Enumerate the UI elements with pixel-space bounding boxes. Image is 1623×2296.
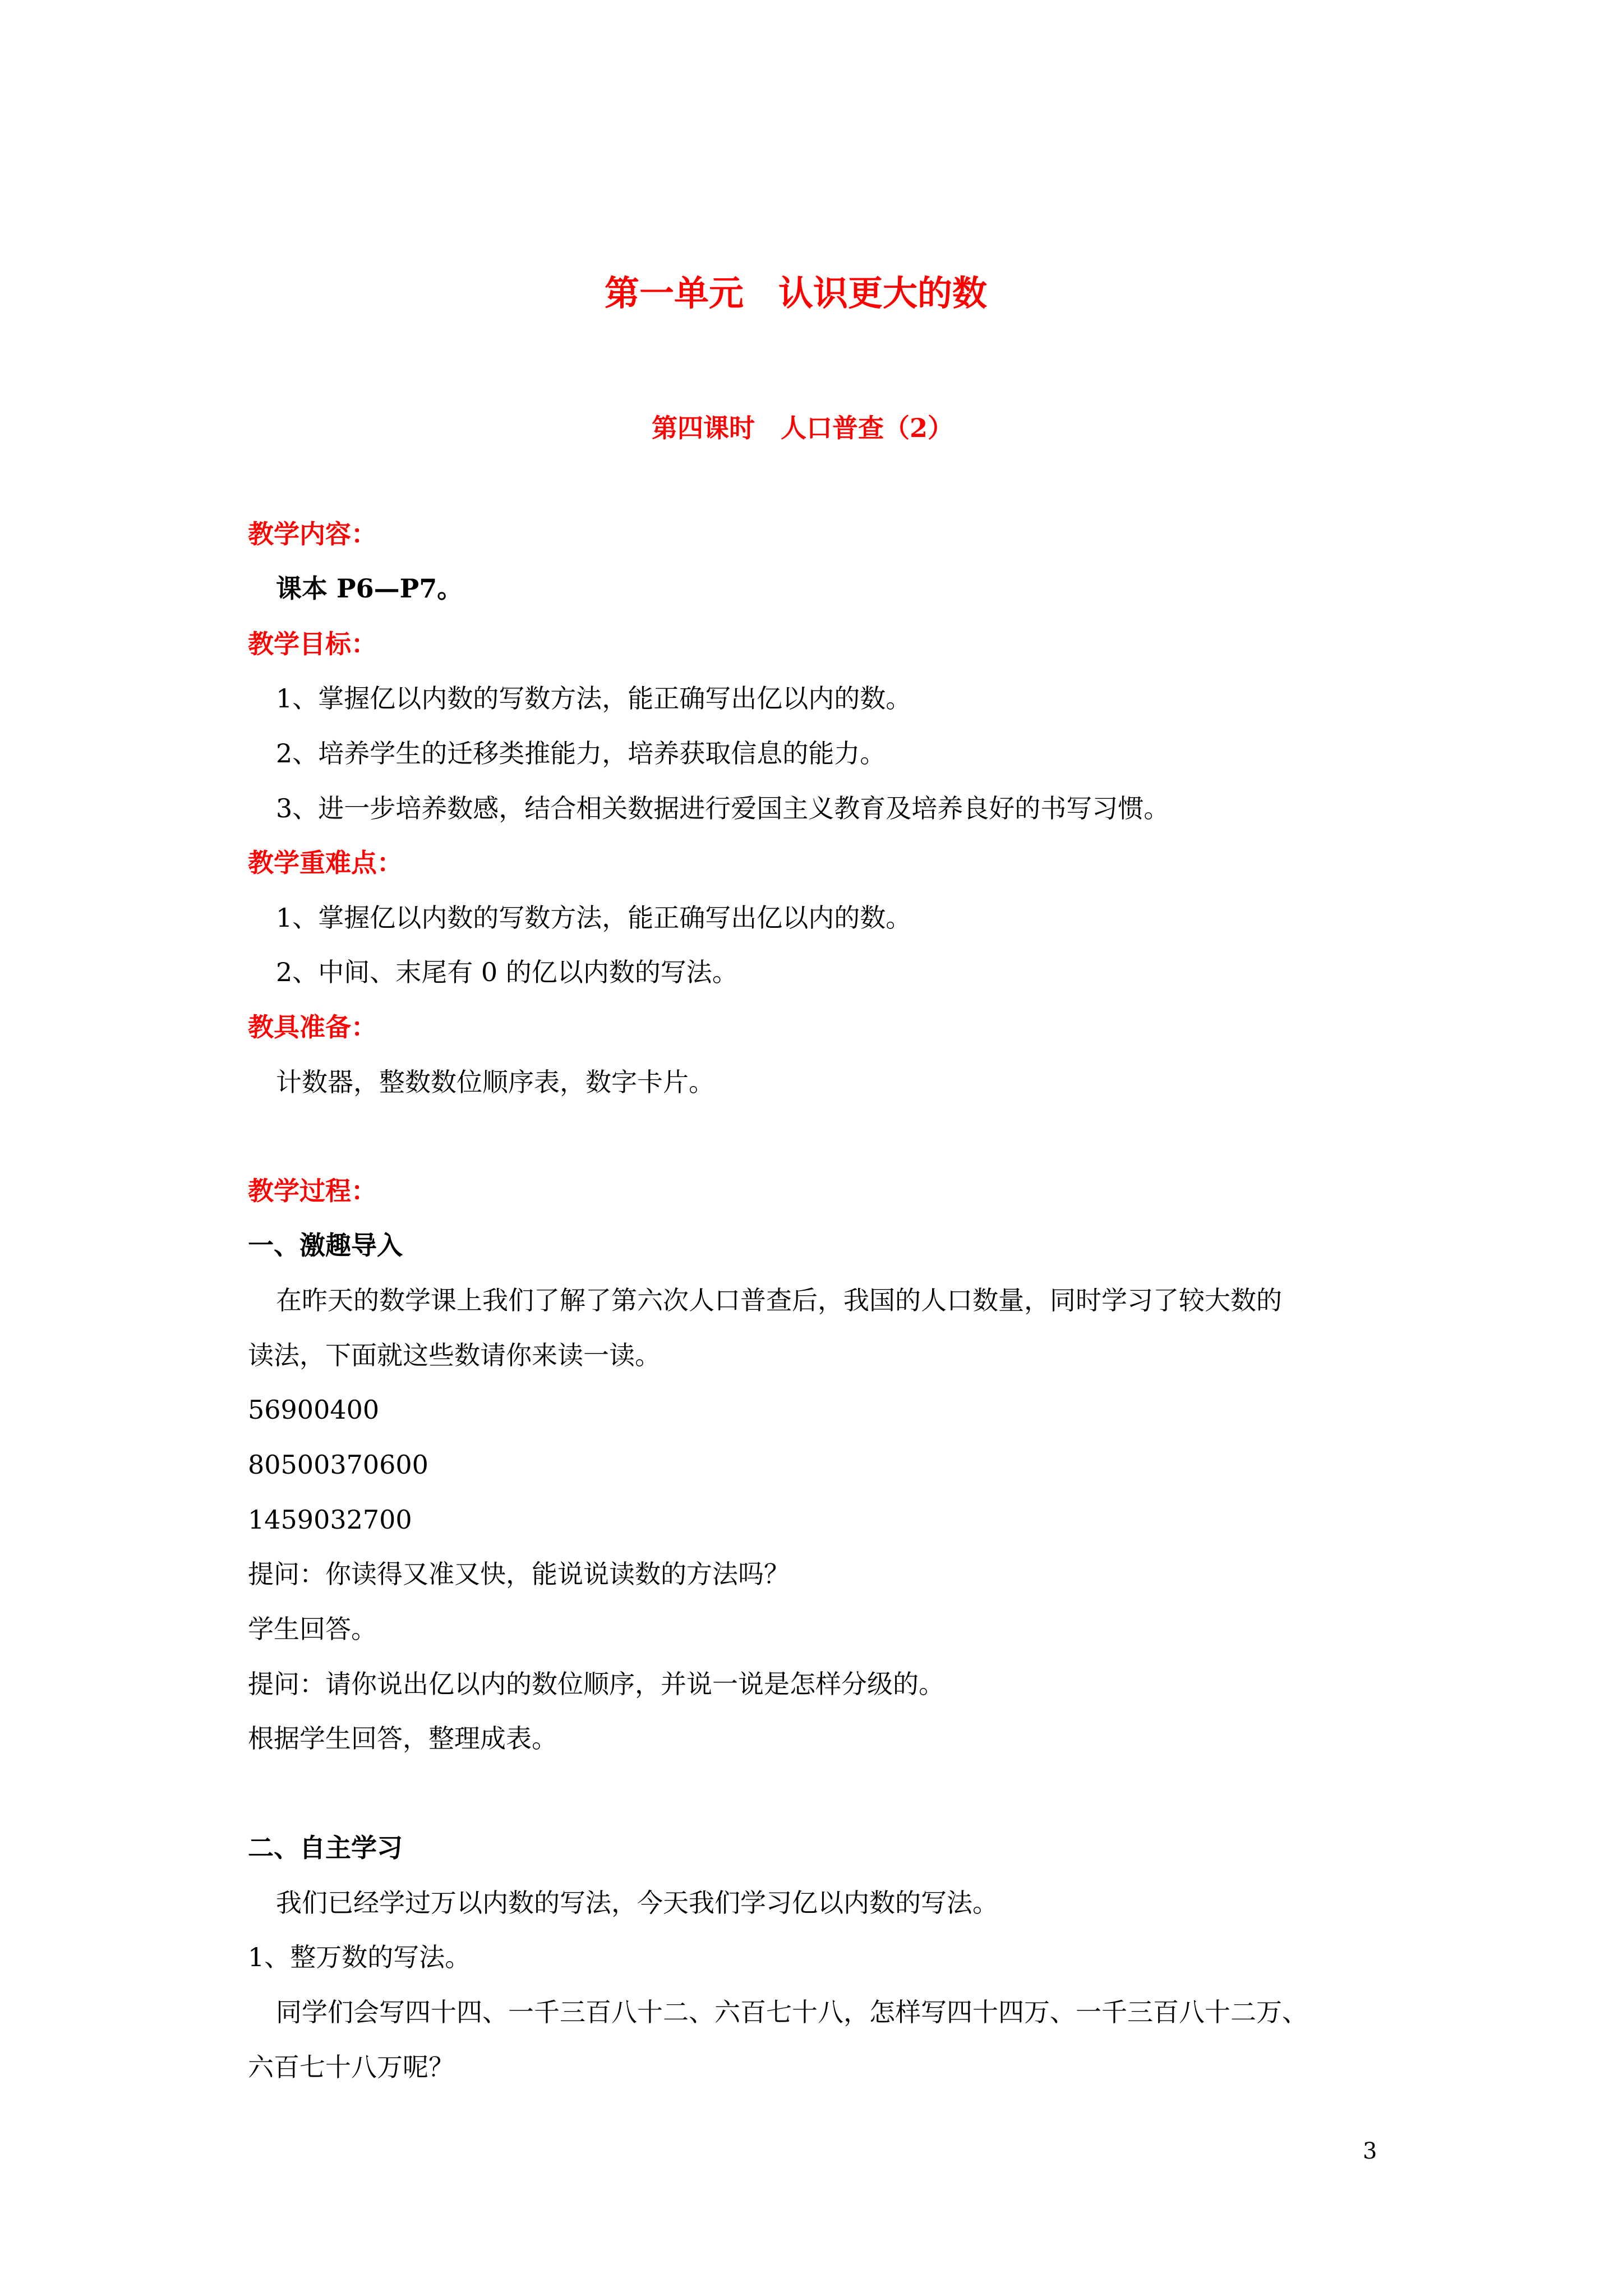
paragraph-line: 在昨天的数学课上我们了解了第六次人口普查后，我国的人口数量，同时学习了较大数的 xyxy=(276,1285,1282,1315)
process-heading: 教学过程： xyxy=(248,1176,377,1206)
part2-heading: 二、自主学习 xyxy=(248,1833,403,1863)
tools-heading: 教具准备： xyxy=(248,1012,377,1042)
answer-line: 学生回答。 xyxy=(248,1614,377,1644)
part1-heading: 一、激趣导入 xyxy=(248,1230,403,1260)
paragraph-line: 六百七十八万呢？ xyxy=(248,2052,454,2082)
tools-text: 计数器，整数数位顺序表，数字卡片。 xyxy=(276,1067,714,1097)
number-example: 1459032700 xyxy=(248,1504,412,1535)
content-text: 课本 P6—P7。 xyxy=(276,573,463,604)
goals-heading: 教学目标： xyxy=(248,629,377,659)
goal-item: 1、掌握亿以内数的写数方法，能正确写出亿以内的数。 xyxy=(276,683,912,714)
content-heading: 教学内容： xyxy=(248,519,377,549)
key-point-item: 1、掌握亿以内数的写数方法，能正确写出亿以内的数。 xyxy=(276,903,912,933)
list-item: 1、整万数的写法。 xyxy=(248,1942,471,1972)
instruction-line: 根据学生回答，整理成表。 xyxy=(248,1723,557,1754)
goal-item: 3、进一步培养数感，结合相关数据进行爱国主义教育及培养良好的书写习惯。 xyxy=(276,793,1170,823)
key-point-item: 2、中间、末尾有 0 的亿以内数的写法。 xyxy=(276,957,738,987)
question-line: 提问：请你说出亿以内的数位顺序，并说一说是怎样分级的。 xyxy=(248,1669,944,1699)
document-title: 第一单元 认识更大的数 xyxy=(605,273,988,314)
number-example: 80500370600 xyxy=(248,1450,428,1480)
page-number: 3 xyxy=(1363,2138,1377,2164)
number-example: 56900400 xyxy=(248,1395,380,1425)
goal-item: 2、培养学生的迁移类推能力，培养获取信息的能力。 xyxy=(276,738,886,769)
paragraph-line: 读法，下面就这些数请你来读一读。 xyxy=(248,1340,661,1370)
lesson-subtitle: 第四课时 人口普查（2） xyxy=(652,413,954,443)
paragraph-line: 同学们会写四十四、一千三百八十二、六百七十八，怎样写四十四万、一千三百八十二万、 xyxy=(276,1997,1308,2027)
question-line: 提问：你读得又准又快，能说说读数的方法吗？ xyxy=(248,1559,790,1589)
key-points-heading: 教学重难点： xyxy=(248,848,403,878)
paragraph-line: 我们已经学过万以内数的写法，今天我们学习亿以内数的写法。 xyxy=(276,1888,998,1918)
